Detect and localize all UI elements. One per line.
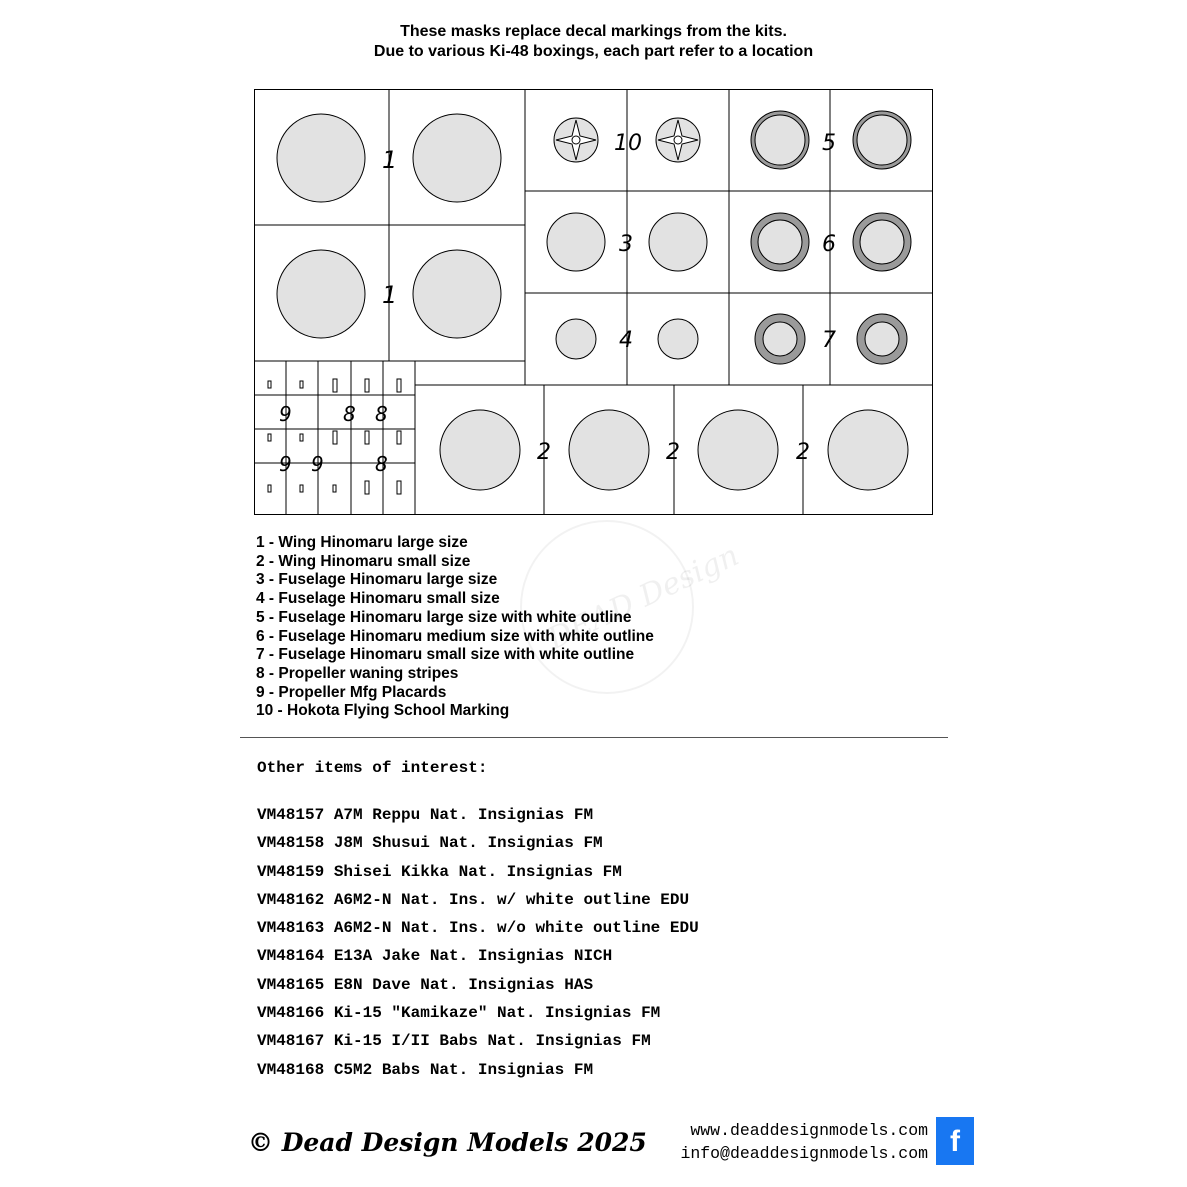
wing-hinomaru-small [828,410,908,490]
propeller-warning-stripe [333,379,337,392]
wing-hinomaru-large [413,250,501,338]
number-label: 2 [666,440,680,465]
legend-item: 3 - Fuselage Hinomaru large size [256,571,498,589]
number-label: 8 [375,452,388,476]
fuselage-hinomaru-small [556,319,596,359]
legend-item: 6 - Fuselage Hinomaru medium size with white outline [256,627,654,645]
number-label: 1 [382,146,398,174]
legend-item: 7 - Fuselage Hinomaru small size with white outline [256,646,635,664]
number-label: 8 [343,402,356,426]
number-label: 9 [279,402,292,426]
header-line-1: These masks replace decal markings from the kits. [400,23,787,40]
number-label: 6 [822,232,836,257]
wing-hinomaru-small [698,410,778,490]
propeller-warning-stripe [365,431,369,444]
legend-item: 4 - Fuselage Hinomaru small size [256,590,500,608]
propeller-placard [268,485,271,492]
product-item: VM48167 Ki-15 I/II Babs Nat. Insignias FM [257,1032,651,1051]
legend [256,534,654,721]
product-item: VM48165 E8N Dave Nat. Insignias HAS [257,975,594,994]
fuselage-hinomaru-outline-small-inner [865,322,899,356]
number-label: 3 [619,232,633,257]
hokota-school-marking [554,118,598,162]
fuselage-hinomaru-outline-large-inner [857,115,907,165]
number-label: 8 [375,402,388,426]
watermark-text: DEAD Design [542,537,745,658]
propeller-placard [268,434,271,441]
propeller-warning-stripe [365,481,369,494]
email-link[interactable]: info@deaddesignmodels.com [680,1144,928,1163]
website-link[interactable]: www.deaddesignmodels.com [690,1121,928,1140]
number-label: 2 [537,440,551,465]
legend-item: 1 - Wing Hinomaru large size [256,534,468,551]
product-item: VM48162 A6M2-N Nat. Ins. w/ white outline EDU [257,890,690,909]
propeller-placard [300,485,303,492]
product-item: VM48157 A7M Reppu Nat. Insignias FM [257,806,594,824]
fuselage-hinomaru-outline-small-inner [763,322,797,356]
propeller-warning-stripe [397,379,401,392]
copyright: © Dead Design Models 2025 [248,1128,647,1157]
fuselage-hinomaru-outline-medium-inner [758,220,802,264]
product-item: VM48158 J8M Shusui Nat. Insignias FM [257,834,603,853]
header [0,22,1187,62]
number-label: 9 [279,452,292,476]
number-label: 4 [619,328,633,353]
propeller-warning-stripe [365,379,369,392]
number-label: 10 [614,131,642,156]
propeller-warning-stripe [397,431,401,444]
header-line-2: Due to various Ki-48 boxings, each part refer to a location [373,43,814,60]
fuselage-hinomaru-large [547,213,605,271]
number-label: 1 [382,281,398,309]
facebook-icon[interactable]: f [936,1117,974,1165]
propeller-warning-stripe [397,481,401,494]
number-label: 2 [796,440,810,465]
wing-hinomaru-small [569,410,649,490]
product-item: VM48163 A6M2-N Nat. Ins. w/o white outline EDU [257,919,699,938]
section-divider [240,737,948,738]
product-item: VM48168 C5M2 Babs Nat. Insignias FM [257,1060,594,1079]
number-label: 5 [822,131,836,156]
fuselage-hinomaru-outline-large-inner [755,115,805,165]
legend-item: 2 - Wing Hinomaru small size [256,552,471,570]
number-label: 7 [822,328,836,353]
fuselage-hinomaru-small [658,319,698,359]
product-item: VM48159 Shisei Kikka Nat. Insignias FM [257,862,622,881]
wing-hinomaru-large [277,114,365,202]
legend-item: 10 - Hokota Flying School Marking [256,702,510,720]
propeller-placard [268,381,271,388]
legend-item: 9 - Propeller Mfg Placards [256,683,447,701]
fuselage-hinomaru-large [649,213,707,271]
wing-hinomaru-large [277,250,365,338]
legend-item: 8 - Propeller waning stripes [256,664,459,682]
product-list [257,801,699,1084]
wing-hinomaru-large [413,114,501,202]
mask-sheet [254,89,934,517]
hokota-school-marking [656,118,700,162]
propeller-warning-stripe [333,431,337,444]
propeller-placard [333,485,336,492]
legend-item: 5 - Fuselage Hinomaru large size with white outline [256,608,632,626]
propeller-placard [300,434,303,441]
fuselage-hinomaru-outline-medium-inner [860,220,904,264]
product-item: VM48164 E13A Jake Nat. Insignias NICH [257,947,613,966]
other-items-title: Other items of interest: [257,759,488,777]
product-item: VM48166 Ki-15 "Kamikaze" Nat. Insignias FM [257,1004,661,1023]
number-label: 9 [311,452,324,476]
wing-hinomaru-small [440,410,520,490]
propeller-placard [300,381,303,388]
contact-info [640,1119,928,1165]
